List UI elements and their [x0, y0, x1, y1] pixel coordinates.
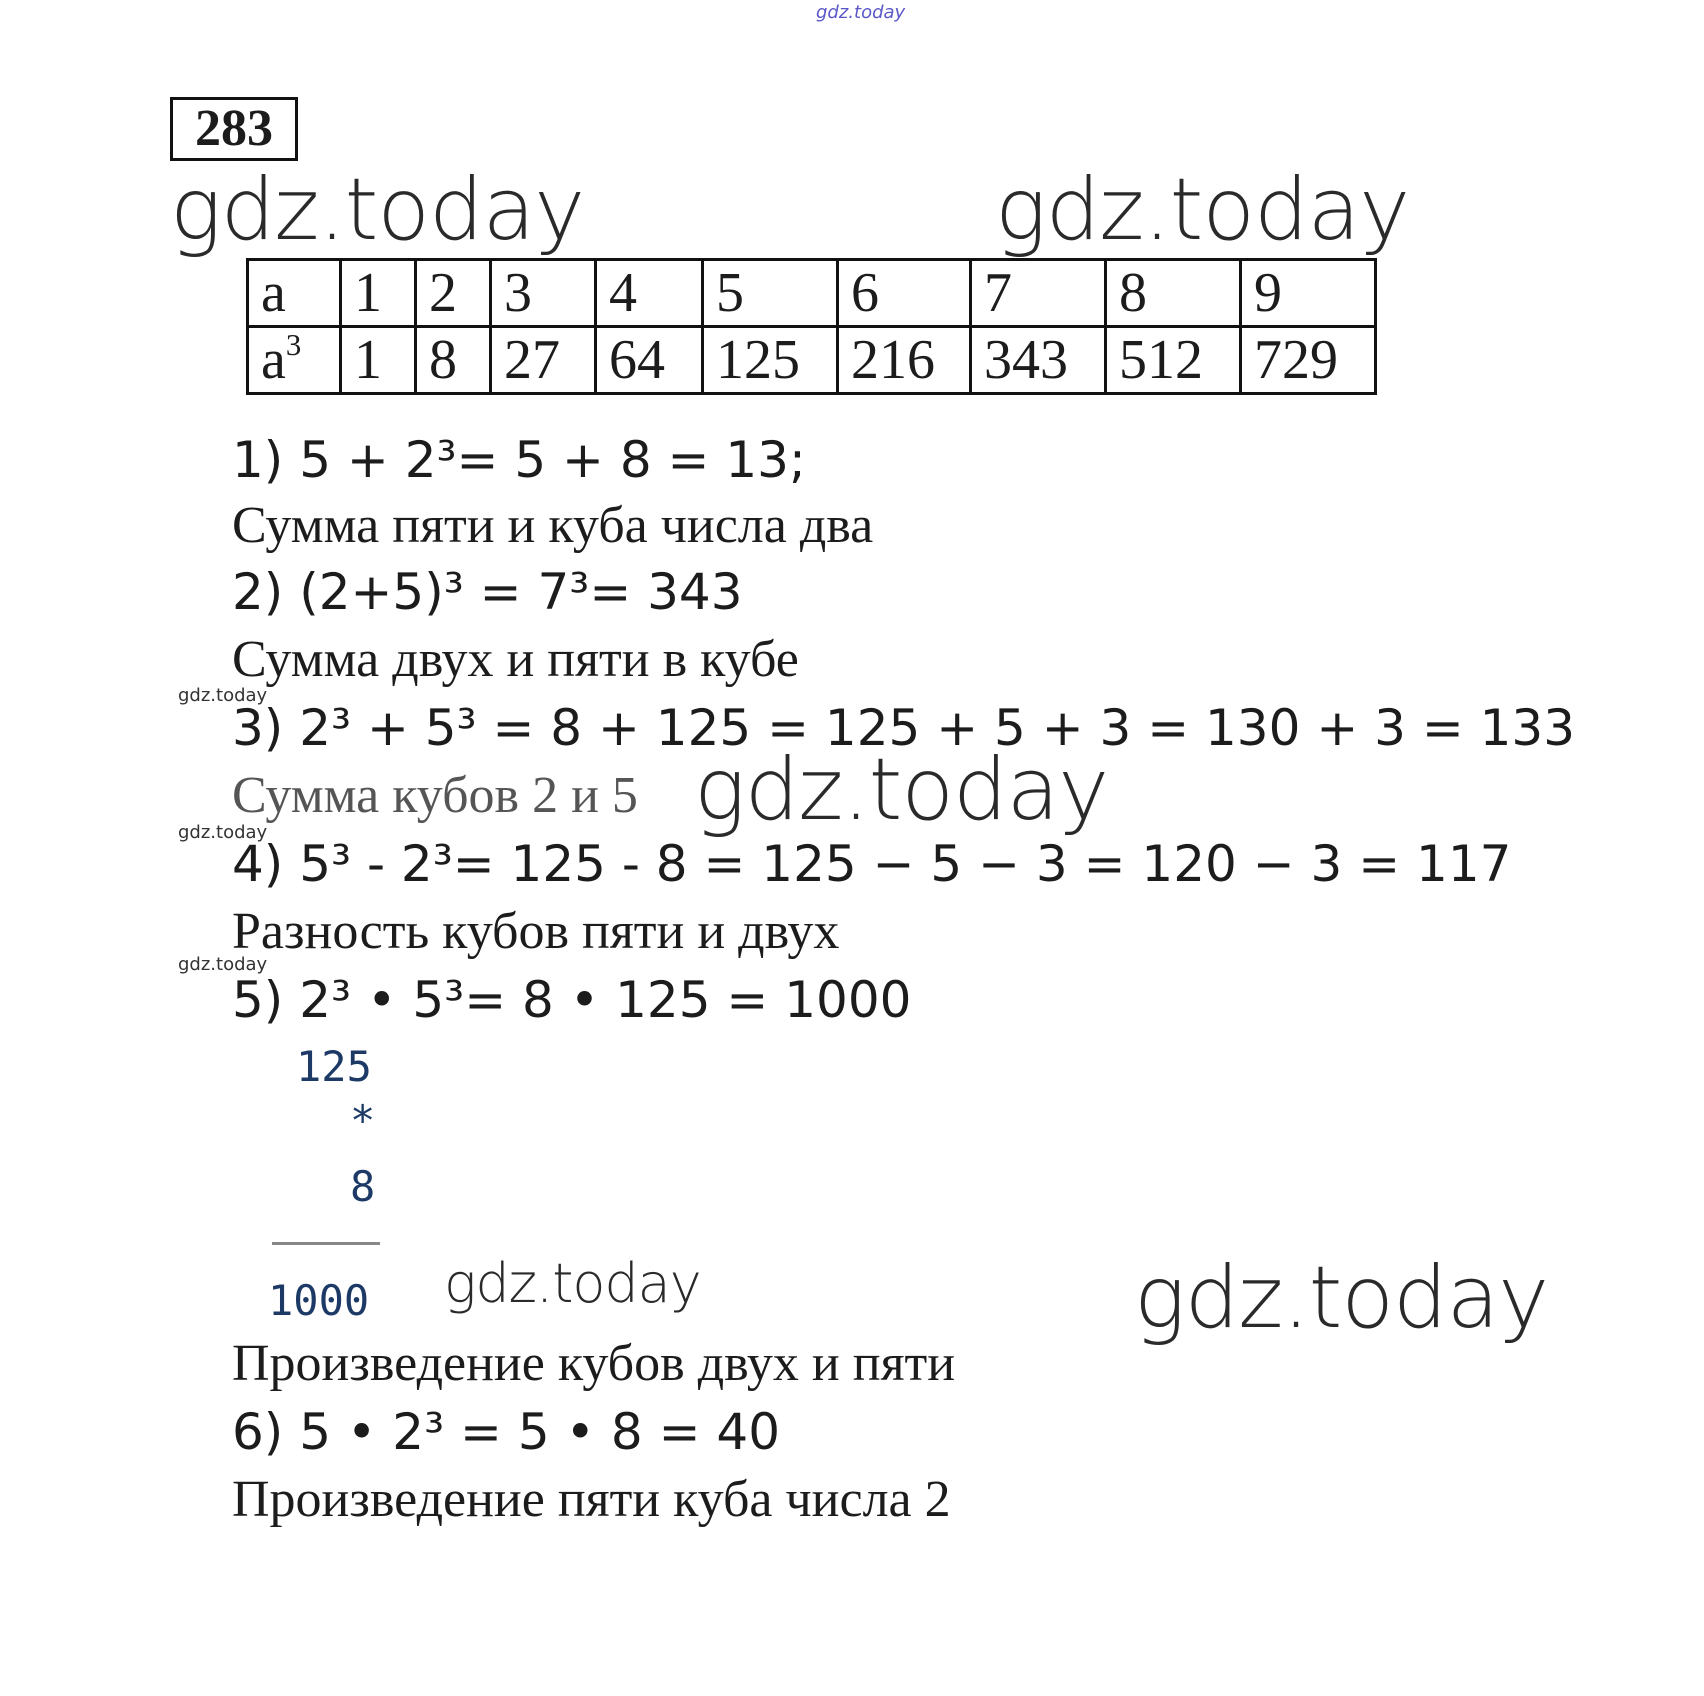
- cubes-table: [246, 258, 1377, 395]
- table-cell: 3: [491, 260, 596, 327]
- table-row-cubes: [248, 327, 1376, 394]
- table-cell: 27: [491, 327, 596, 394]
- table-cell: 1: [341, 260, 416, 327]
- table-header-a: a: [248, 260, 341, 327]
- table-header-a-cubed: [248, 327, 341, 394]
- watermark-small-2: gdz.today: [178, 822, 268, 843]
- item-1-description: Сумма пяти и куба числа два: [232, 497, 874, 554]
- table-cell: 64: [596, 327, 703, 394]
- table-cell: 216: [838, 327, 971, 394]
- table-cell: 8: [416, 327, 491, 394]
- table-row-a: [248, 260, 1376, 327]
- column-mult-rule: [272, 1242, 380, 1245]
- table-cell: 9: [1241, 260, 1376, 327]
- table-cell: 8: [1106, 260, 1241, 327]
- item-6-description: Произведение пяти куба числа 2: [232, 1471, 951, 1528]
- table-cell: 4: [596, 260, 703, 327]
- watermark-small-3: gdz.today: [178, 954, 268, 975]
- table-cell: 1: [341, 327, 416, 394]
- column-mult-bottom: 8: [350, 1162, 376, 1211]
- watermark-mid-bottom: gdz.today: [444, 1252, 701, 1315]
- a3-exponent: 3: [285, 327, 302, 362]
- table-cell: 2: [416, 260, 491, 327]
- item-4-description: Разность кубов пяти и двух: [232, 903, 840, 960]
- watermark-top: gdz.today: [816, 2, 906, 23]
- column-mult-result: 1000: [268, 1276, 370, 1325]
- watermark-large-bottom-right: gdz.today: [1134, 1248, 1549, 1348]
- item-2-expression: 2) (2+5)³ = 7³= 343: [232, 563, 743, 621]
- table-cell: 729: [1241, 327, 1376, 394]
- a3-base: a: [261, 329, 286, 391]
- watermark-small-1: gdz.today: [178, 685, 268, 706]
- watermark-large-left: gdz.today: [170, 160, 585, 260]
- item-4-expression: 4) 5³ - 2³= 125 - 8 = 125 − 5 − 3 = 120 − 3 = 117: [232, 835, 1512, 893]
- task-number: 283: [170, 97, 298, 161]
- item-6-expression: 6) 5 • 2³ = 5 • 8 = 40: [232, 1403, 781, 1461]
- watermark-large-right: gdz.today: [995, 160, 1410, 260]
- item-5-description: Произведение кубов двух и пяти: [232, 1335, 956, 1392]
- table-cell: 6: [838, 260, 971, 327]
- table-cell: 125: [703, 327, 838, 394]
- table-cell: 7: [971, 260, 1106, 327]
- column-mult-operator: *: [350, 1096, 376, 1145]
- item-3-expression: 3) 2³ + 5³ = 8 + 125 = 125 + 5 + 3 = 130 + 3 = 133: [232, 699, 1576, 757]
- table-cell: 343: [971, 327, 1106, 394]
- item-3-description: Сумма кубов 2 и 5: [232, 767, 638, 824]
- column-mult-top: 125: [296, 1042, 372, 1091]
- item-1-expression: 1) 5 + 2³= 5 + 8 = 13;: [232, 431, 806, 489]
- item-2-description: Сумма двух и пяти в кубе: [232, 631, 799, 688]
- table-cell: 512: [1106, 327, 1241, 394]
- table-cell: 5: [703, 260, 838, 327]
- watermark-large-middle: gdz.today: [694, 740, 1109, 840]
- item-5-expression: 5) 2³ • 5³= 8 • 125 = 1000: [232, 971, 912, 1029]
